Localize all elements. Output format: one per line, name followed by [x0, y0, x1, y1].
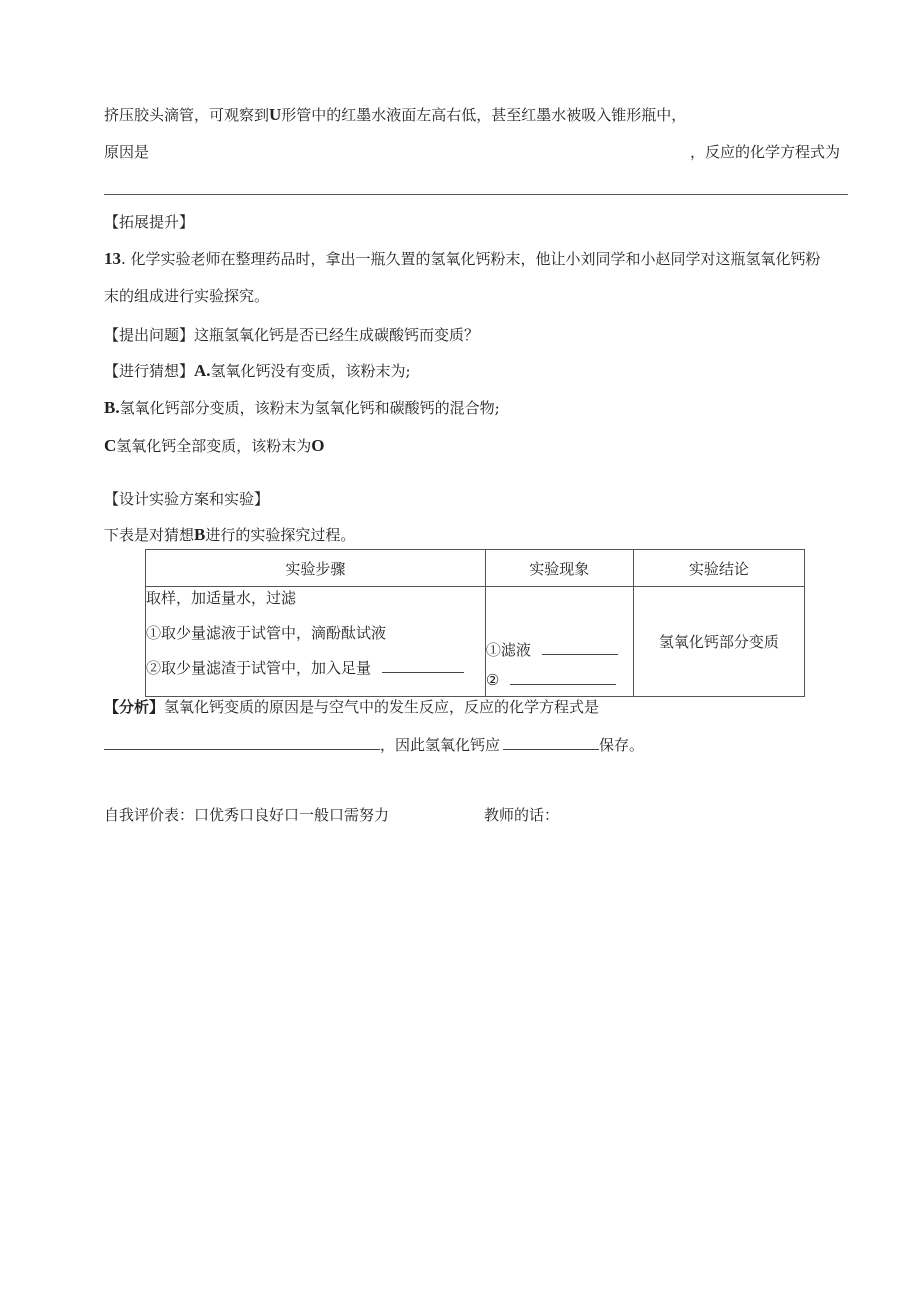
- guess-c: [104, 436, 325, 456]
- step-2: ①取少量滤液于试管中，滴酚酞试液: [146, 624, 387, 642]
- phenomenon-2-line: [486, 670, 633, 690]
- step-3: ②取少量滤渣于试管中，加入足量: [146, 659, 372, 677]
- analysis-end: 保存。: [599, 736, 645, 754]
- guess-b-letter: B.: [104, 398, 120, 417]
- evaluation-line: [104, 805, 389, 825]
- reason-label: 原因是: [104, 143, 150, 161]
- table-row: [146, 587, 805, 697]
- header-conclusion: 实验结论: [633, 550, 804, 587]
- intro-line-1: [104, 105, 686, 125]
- guess-a-text: 氢氧化钙没有变质，该粉末为;: [210, 362, 411, 380]
- guess-b-text: 氢氧化钙部分变质，该粉末为氢氧化钙和碳酸钙的混合物;: [119, 399, 500, 417]
- guess-a: [104, 361, 411, 381]
- guess-c-letter: C: [104, 436, 117, 455]
- analysis-text: 氢氧化钙变质的原因是与空气中的发生反应，反应的化学方程式是: [164, 698, 600, 716]
- analysis-line-1: [104, 697, 599, 717]
- guess-a-letter: A.: [194, 361, 211, 380]
- evaluation-label: 自我评价表：: [104, 806, 195, 824]
- step-3-line: [146, 658, 485, 678]
- header-phenomena: 实验现象: [485, 550, 633, 587]
- section-heading: 【拓展提升】: [104, 213, 195, 231]
- header-steps: 实验步骤: [146, 550, 486, 587]
- intro-text: 挤压胶头滴管，可观察到: [104, 106, 270, 124]
- question-line-2: 末的组成进行实验探究。: [104, 287, 270, 305]
- guess-c-text: 氢氧化钙全部变质，该粉末为: [116, 437, 312, 455]
- step-3-blank: [382, 658, 464, 673]
- guess-label: 【进行猜想】: [104, 362, 195, 380]
- question-line-1: [104, 249, 821, 269]
- intro-bold-letter: U: [269, 105, 282, 124]
- conclusion-cell: [633, 587, 804, 697]
- table-intro-prefix: 下表是对猜想: [104, 526, 195, 544]
- equation-blank: [104, 735, 380, 750]
- phenomenon-1: ①滤液: [485, 641, 531, 659]
- table-header-row: [146, 550, 805, 587]
- phenomena-cell: [485, 587, 633, 697]
- evaluation-options: 口优秀口良好口一般口需努力: [194, 806, 390, 824]
- conclusion: 氢氧化钙部分变质: [658, 633, 779, 651]
- ask-problem: 【提出问题】这瓶氢氧化钙是否已经生成碳酸钙而变质？: [104, 326, 480, 344]
- guess-b: [104, 398, 500, 418]
- intro-text-rest: 形管中的红墨水液面左高右低，甚至红墨水被吸入锥形瓶中，: [281, 106, 687, 124]
- design-heading: 【设计实验方案和实验】: [104, 490, 270, 508]
- analysis-label: 【分析】: [104, 698, 165, 716]
- steps-cell: [146, 587, 486, 697]
- phenomenon-2: ②: [485, 671, 500, 689]
- question-number: 13: [104, 249, 121, 268]
- guess-c-end: O: [311, 436, 325, 455]
- answer-line: [104, 194, 848, 195]
- table-intro-suffix: 进行的实验探究过程。: [205, 526, 356, 544]
- step-1: 取样，加适量水，过滤: [146, 589, 297, 607]
- teacher-comment-label: 教师的话：: [484, 806, 560, 824]
- experiment-table: [145, 549, 805, 697]
- phenomenon-1-line: [486, 640, 633, 660]
- analysis-mid: ，因此氢氧化钙应: [380, 736, 501, 754]
- reason-suffix: ，反应的化学方程式为: [690, 143, 841, 161]
- phenomenon-1-blank: [542, 640, 618, 655]
- question-text-1: . 化学实验老师在整理药品时，拿出一瓶久置的氢氧化钙粉末，他让小刘同学和小赵同学对这瓶氢氧化钙粉: [121, 250, 821, 268]
- table-intro: [104, 525, 355, 545]
- table-intro-letter: B: [194, 525, 206, 544]
- phenomenon-2-blank: [510, 670, 616, 685]
- analysis-line-2: [104, 735, 644, 755]
- storage-blank: [503, 735, 599, 750]
